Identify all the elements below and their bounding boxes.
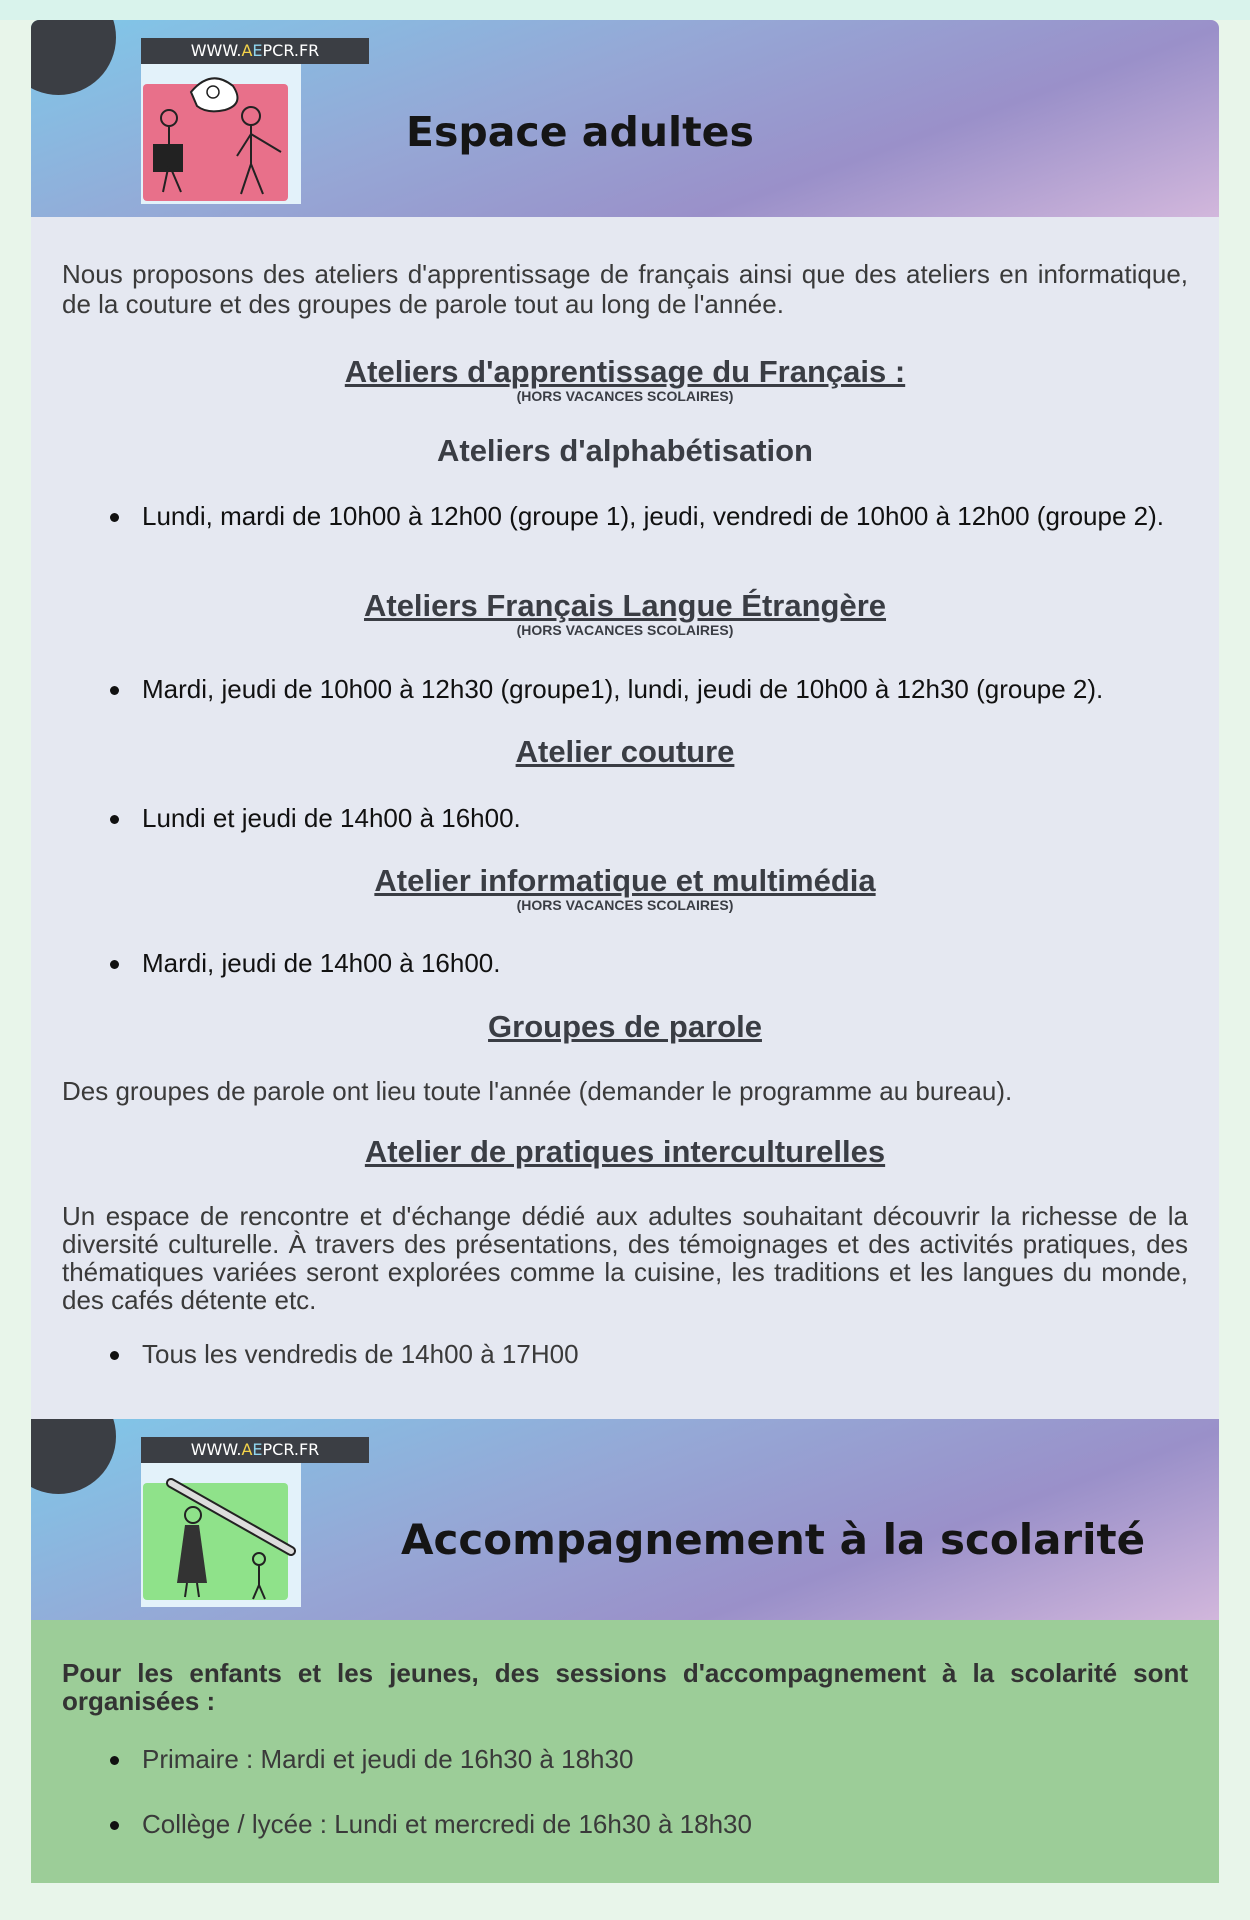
hors-vacances-note-1: (HORS VACANCES SCOLAIRES): [516, 388, 734, 404]
adults-banner-bg: [31, 20, 1219, 217]
francais-heading: Ateliers d'apprentissage du Français :: [344, 354, 906, 389]
adults-intro-text: Nous proposons des ateliers d'apprentissage de français ainsi que des ateliers en informatique, de la couture et des groupes de parole tout au long de l'année.: [62, 259, 1188, 319]
alphabetisation-schedule: Lundi, mardi de 10h00 à 12h00 (groupe 1), jeudi, vendredi de 10h00 à 12h00 (groupe 2).: [142, 502, 1188, 531]
scolarite-banner-title: Accompagnement à la scolarité: [401, 1515, 1146, 1564]
couture-heading: Atelier couture: [515, 734, 735, 769]
child-pencil-illustration: [141, 1463, 301, 1607]
scolarite-content-panel: [31, 1620, 1219, 1883]
college-lycee-schedule: Collège / lycée : Lundi et mercredi de 16h30 à 18h30: [142, 1810, 1188, 1839]
adults-content-panel: [31, 217, 1219, 1419]
banner-circle-decoration: [31, 20, 116, 95]
adults-banner: [31, 20, 1219, 217]
hors-vacances-note-2: (HORS VACANCES SCOLAIRES): [516, 622, 734, 638]
interculturel-schedule: Tous les vendredis de 14h00 à 17H00: [142, 1340, 1188, 1369]
adults-banner-title: Espace adultes: [406, 108, 754, 156]
fle-schedule: Mardi, jeudi de 10h00 à 12h30 (groupe1), lundi, jeudi de 10h00 à 12h30 (groupe 2).: [142, 675, 1188, 704]
alphabetisation-heading: Ateliers d'alphabétisation: [436, 433, 813, 468]
primaire-schedule: Primaire : Mardi et jeudi de 16h30 à 18h30: [142, 1745, 1188, 1774]
fle-heading: Ateliers Français Langue Étrangère: [363, 588, 887, 623]
couture-schedule: Lundi et jeudi de 14h00 à 16h00.: [142, 804, 1188, 833]
banner-circle-decoration: [31, 1419, 116, 1494]
website-url-label: WWW.AEPCR.FR: [141, 1437, 369, 1463]
parole-heading: Groupes de parole: [488, 1009, 762, 1044]
interculturel-text: Un espace de rencontre et d'échange dédié aux adultes souhaitant découvrir la richesse de la diversité culturelle. À travers des présentations, des témoignages et des activités pratiques, des thématiques variées seront explorées comme la cuisine, les traditions et les langues du monde, des cafés détente etc.: [62, 1201, 1188, 1315]
scolarite-intro-text: Pour les enfants et les jeunes, des sessions d'accompagnement à la scolarité sont organisées :: [62, 1658, 1188, 1716]
hors-vacances-note-3: (HORS VACANCES SCOLAIRES): [516, 897, 734, 913]
informatique-schedule: Mardi, jeudi de 14h00 à 16h00.: [142, 949, 1188, 978]
top-strip: [0, 0, 1250, 20]
scolarite-banner-bg: [31, 1419, 1219, 1624]
scolarite-banner: [31, 1419, 1219, 1624]
interculturel-heading: Atelier de pratiques interculturelles: [364, 1134, 886, 1169]
informatique-heading: Atelier informatique et multimédia: [374, 863, 876, 898]
adults-discussion-illustration: [141, 64, 301, 204]
parole-text: Des groupes de parole ont lieu toute l'année (demander le programme au bureau).: [62, 1076, 1013, 1106]
website-url-label: WWW.AEPCR.FR: [141, 38, 369, 64]
